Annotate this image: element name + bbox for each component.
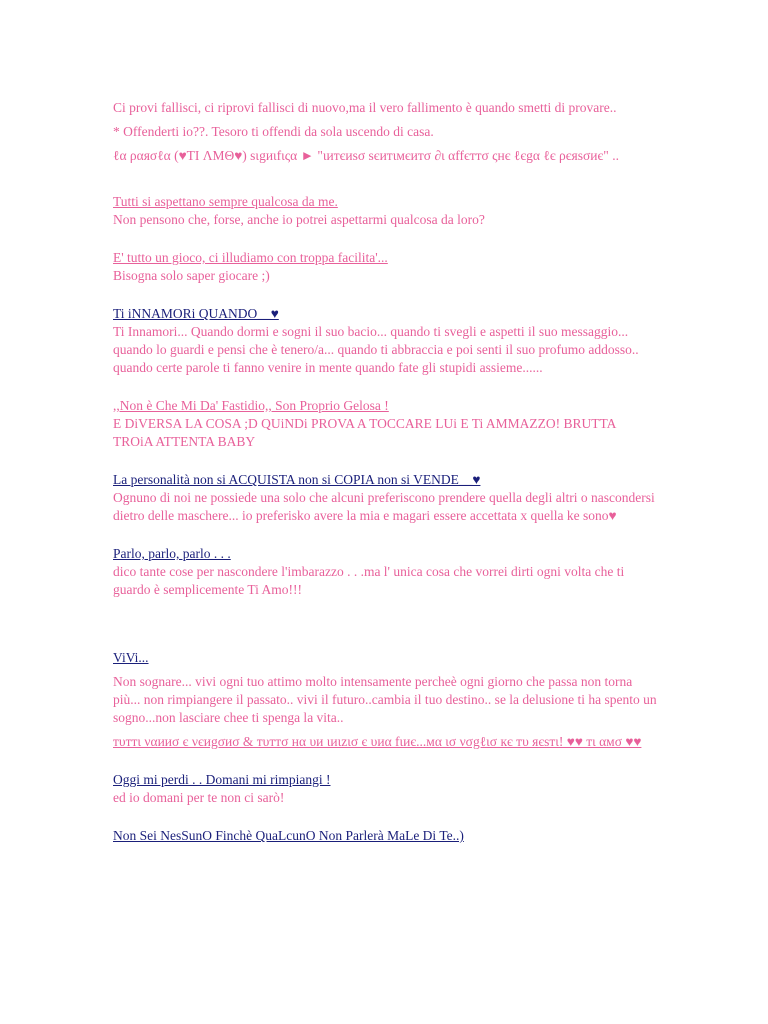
- document-page: [113, 99, 658, 845]
- text-non-pensono: Non pensono che, forse, anche io potrei aspettarmi qualcosa da loro?: [113, 212, 485, 227]
- heading-non-sei-nessuno: Non Sei NesSunO Finchè QuaLcunO Non Parlerà MaLe Di Te..): [113, 828, 464, 843]
- heading-tutti-si-aspettano: Tutti si aspettano sempre qualcosa da me.: [113, 194, 338, 209]
- heading-tutto-un-gioco: E' tutto un gioco, ci illudiamo con troppa facilita'...: [113, 250, 388, 265]
- quote-parola-ti-amo: ℓα ραяσℓα (♥TI ΛMΘ♥) sιgиιfιςα ► "ιитєиѕσ ѕєитιмєитσ ∂ι αffєттσ ςнє ℓєgα ℓє ρєяѕσиє" ..: [113, 148, 619, 163]
- text-ognuno-di-noi: Ognuno di noi ne possiede una solo che alcuni preferiscono prendere quella degli altri o nascondersi dietro delle maschere... io preferisko avere la mia e magari essere accettata x quella ke sono♥: [113, 490, 655, 523]
- text-tutti-vanno: тυттι ναииσ є νєиgσиσ & тυттσ нα υи ιиιzισ є υиα fιиє...мα ισ νσgℓισ кє тυ яєѕтι! ♥♥ тι αмσ ♥♥: [113, 734, 642, 749]
- text-ed-io-domani: ed io domani per te non ci sarò!: [113, 790, 285, 805]
- heading-vivi: ViVi...: [113, 650, 149, 665]
- quote-fallimento: Ci provi fallisci, ci riprovi fallisci di nuovo,ma il vero fallimento è quando smetti di provare..: [113, 100, 617, 115]
- heading-ti-innamori: Ti iNNAMORi QUANDO__♥: [113, 306, 279, 321]
- heading-parlo: Parlo, parlo, parlo . . .: [113, 546, 231, 561]
- heading-oggi-mi-perdi: Oggi mi perdi . . Domani mi rimpiangi !: [113, 772, 331, 787]
- text-bisogna-giocare: Bisogna solo saper giocare ;): [113, 268, 270, 283]
- text-non-sognare: Non sognare... vivi ogni tuo attimo molto intensamente percheè ogni giorno che passa non torna più... non rimpiangere il passato.. vivi il futuro..cambia il tuo destino.. se la delusione ti ha spento un sogno...non lasciare chee ti spenga la vita..: [113, 674, 657, 725]
- text-dico-tante-cose: dico tante cose per nascondere l'imbarazzo . . .ma l' unica cosa che vorrei dirti ogni volta che ti guardo è semplicemente Ti Amo!!!: [113, 564, 625, 597]
- text-ti-innamori: Ti Innamori... Quando dormi e sogni il suo bacio... quando ti svegli e aspetti il suo messaggio... quando lo guardi e pensi che è tenero/a... quando ti abbraccia e poi senti il suo profumo addosso.. quando certe parole ti fanno venire in mente quando fate gli stupidi assieme......: [113, 324, 639, 375]
- quote-offenderti: * Offenderti io??. Tesoro ti offendi da sola uscendo di casa.: [113, 124, 434, 139]
- heading-personalita: La personalità non si ACQUISTA non si COPIA non si VENDE__♥: [113, 472, 481, 487]
- heading-gelosa: ,,Non è Che Mi Da' Fastidio,, Son Proprio Gelosa !: [113, 398, 389, 413]
- text-diversa-la-cosa: E DiVERSA LA COSA ;D QUiNDi PROVA A TOCCARE LUi E Ti AMMAZZO! BRUTTA TROiA ATTENTA BABY: [113, 416, 616, 449]
